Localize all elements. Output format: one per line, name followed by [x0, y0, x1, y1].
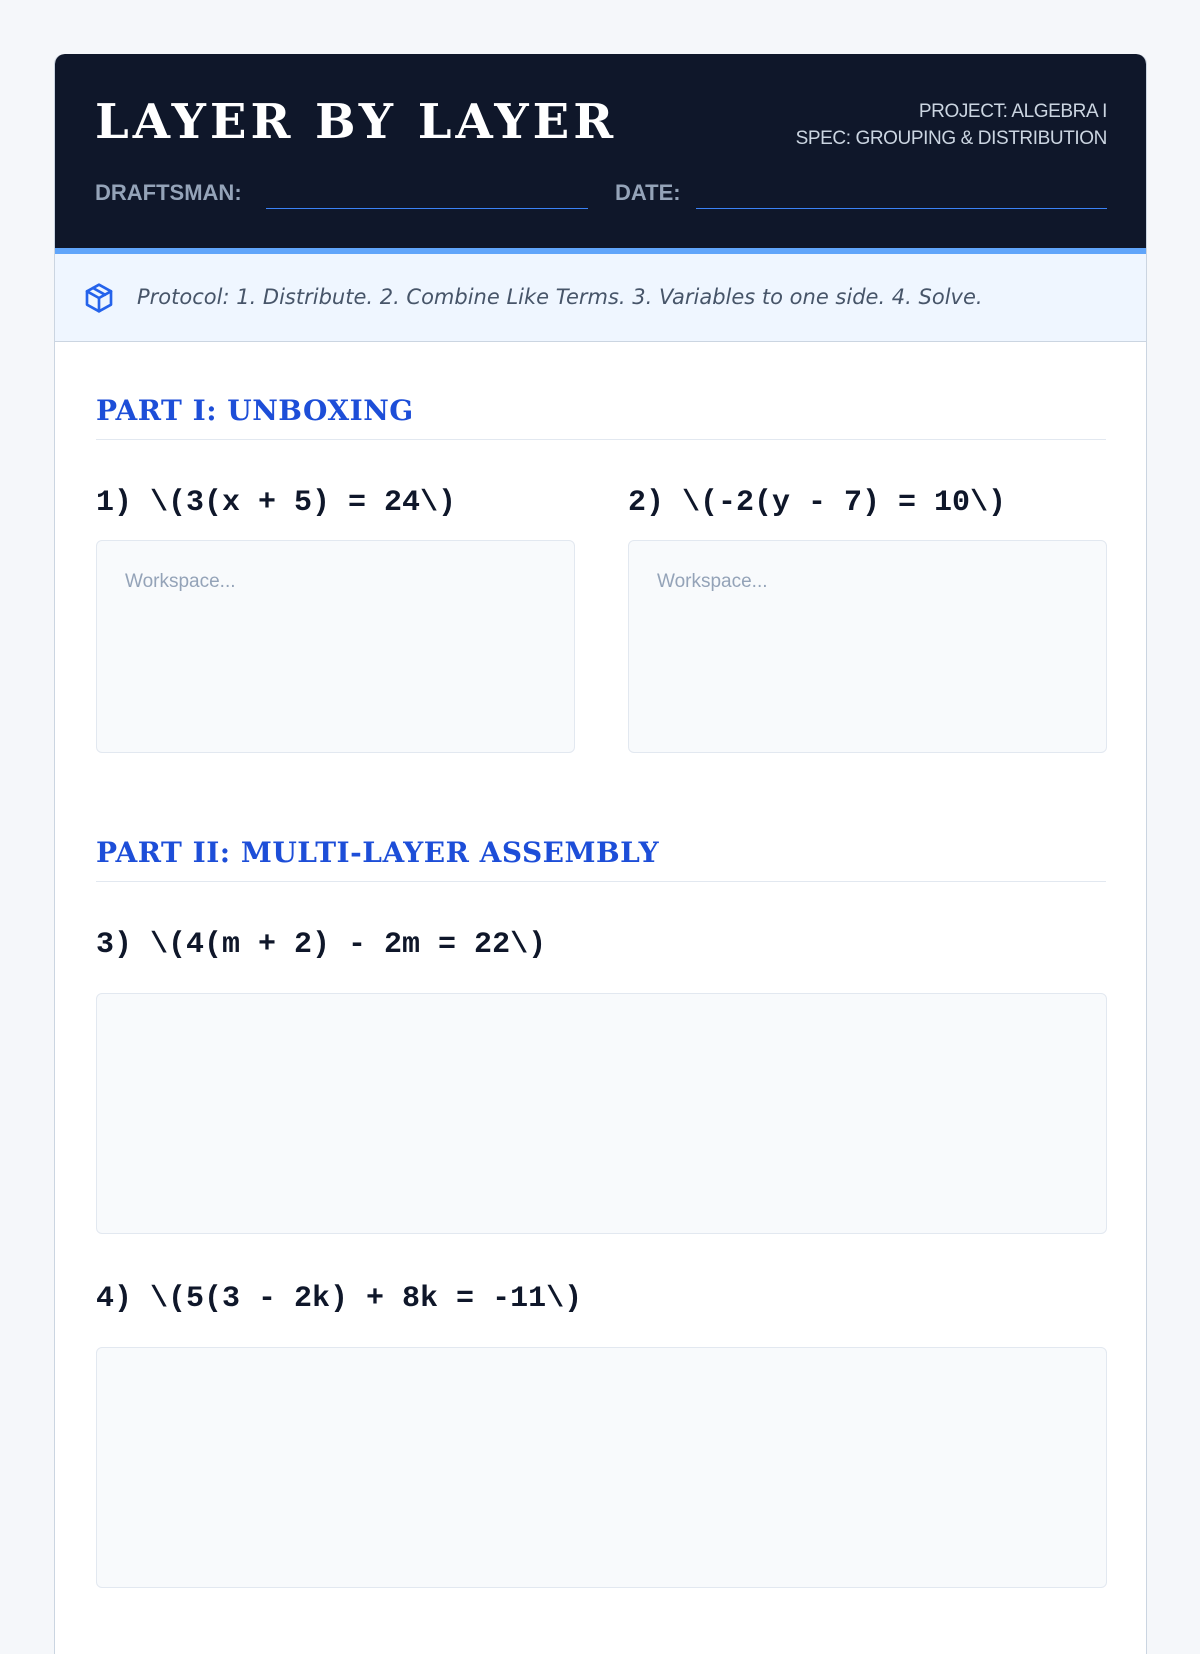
cube-icon — [83, 282, 115, 314]
section-title-part-1: PART I: UNBOXING — [96, 394, 414, 427]
problem-1-workspace[interactable] — [96, 540, 575, 753]
problem-4-workspace[interactable] — [96, 1347, 1107, 1588]
section-divider — [96, 439, 1106, 440]
worksheet — [54, 54, 1147, 1654]
project-label: PROJECT: ALGEBRA I — [918, 101, 1107, 122]
draftsman-label: DRAFTSMAN: — [95, 180, 242, 205]
problem-3-label: 3) \(4(m + 2) - 2m = 22\) — [96, 928, 547, 962]
problem-2-workspace[interactable] — [628, 540, 1107, 753]
spec-label: SPEC: GROUPING & DISTRIBUTION — [795, 128, 1107, 149]
problem-1-label: 1) \(3(x + 5) = 24\) — [96, 486, 457, 520]
date-field[interactable] — [696, 208, 1107, 209]
worksheet-header — [55, 54, 1146, 254]
problem-3-workspace[interactable] — [96, 993, 1107, 1234]
date-label: DATE: — [615, 180, 681, 205]
project-meta — [796, 98, 1107, 152]
section-divider — [96, 881, 1106, 882]
problem-2-label: 2) \(-2(y - 7) = 10\) — [628, 486, 1007, 520]
protocol-banner — [55, 254, 1146, 342]
draftsman-field[interactable] — [266, 208, 588, 209]
protocol-text: Protocol: 1. Distribute. 2. Combine Like Terms. 3. Variables to one side. 4. Solve. — [137, 285, 983, 309]
worksheet-title: LAYER BY LAYER — [95, 94, 618, 150]
section-title-part-2: PART II: MULTI-LAYER ASSEMBLY — [96, 836, 660, 869]
problem-4-label: 4) \(5(3 - 2k) + 8k = -11\) — [96, 1282, 583, 1316]
